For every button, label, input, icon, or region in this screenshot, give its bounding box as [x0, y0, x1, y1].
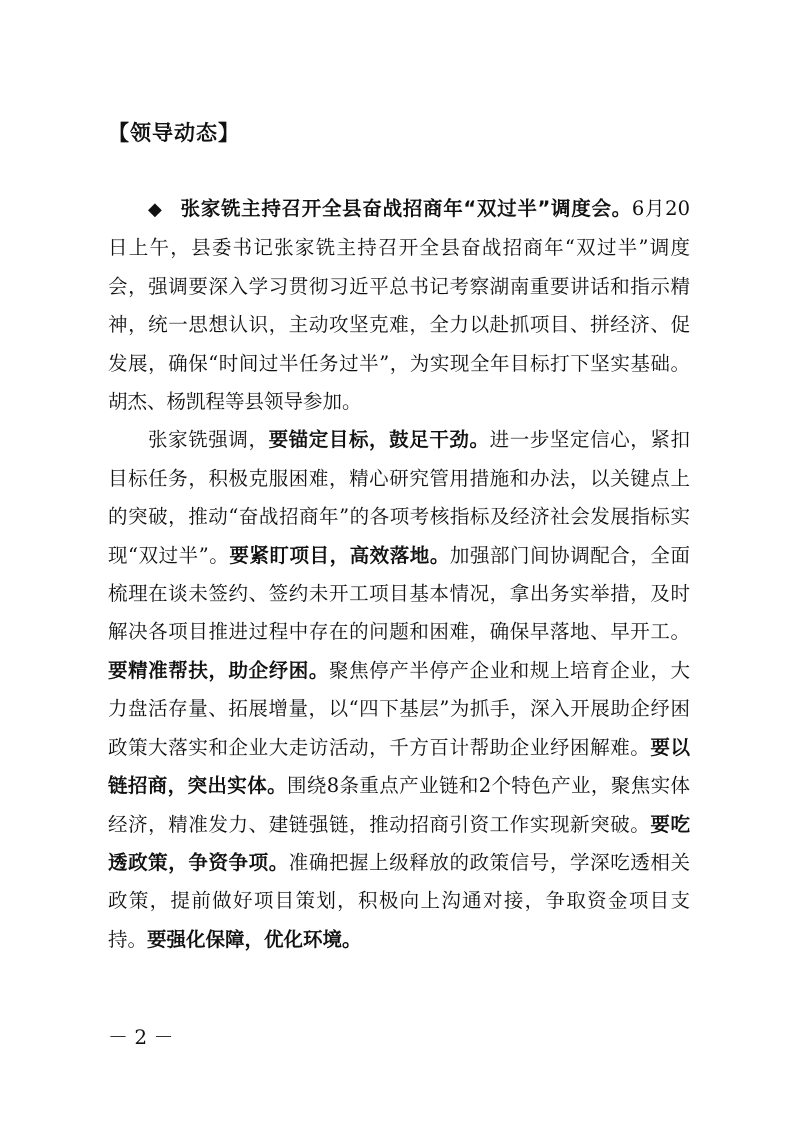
news-paragraph-1-text: 6月20日上午，县委书记张家铣主持召开全县奋战招商年“双过半”调度会，强调要深入学习贯彻习近平总书记考察湖南重要讲话和指示精神，统一思想认识，主动攻坚克难，全力以赴抓项目、拼经济、促发展，确保“时间过半任务过半”，为实现全年目标打下坚实基础。胡杰、杨凯程等县领导参加。: [108, 197, 690, 414]
news-headline: 张家铣主持召开全县奋战招商年“双过半”调度会。: [180, 197, 632, 220]
diamond-bullet-icon: ◆: [148, 199, 163, 220]
key-point-4: 要以链招商，突出实体。: [108, 735, 690, 798]
key-point-4-text: 围绕8条重点产业链和2个特色产业，聚焦实体经济，精准发力、建链强链，推动招商引资工作实现新突破。: [108, 774, 690, 836]
key-point-5: 要吃透政策，争资争项。: [108, 812, 690, 874]
page-number: － 2 －: [108, 1025, 174, 1049]
p2-intro: 张家铣强调，: [148, 428, 269, 452]
key-point-6: 要强化保障，优化环境。: [147, 927, 362, 951]
key-point-5-text: 准确把握上级释放的政策信号，学深吃透相关政策，提前做好项目策划，积极向上沟通对接，争取资金项目支持。: [108, 850, 690, 951]
key-point-2-text: 加强部门间协调配合，全面梳理在谈未签约、签约未开工项目基本情况，拿出务实举措，及时解决各项目推进过程中存在的问题和困难，确保早落地、早开工。: [108, 543, 690, 644]
key-point-1-text: 进一步坚定信心，紧扣目标任务，积极克服困难，精心研究管用措施和办法，以关键点上的突破，推动“奋战招商年”的各项考核指标及经济社会发展指标实现“双过半”。: [108, 428, 690, 567]
news-paragraph-2: [108, 421, 690, 959]
news-body: [108, 190, 690, 959]
key-point-3-text: 聚焦停产半停产企业和规上培育企业，大力盘活存量、拓展增量，以“四下基层”为抓手，深入开展助企纾困政策大落实和企业大走访活动，千方百计帮助企业纾困解难。: [108, 658, 690, 759]
key-point-1: 要锚定目标，鼓足干劲。: [268, 428, 490, 452]
key-point-2: 要紧盯项目，高效落地。: [229, 543, 450, 567]
news-paragraph-1: [108, 190, 690, 421]
key-point-3: 要精准帮扶，助企纾困。: [108, 658, 329, 682]
section-title: 【领导动态】: [108, 121, 240, 145]
